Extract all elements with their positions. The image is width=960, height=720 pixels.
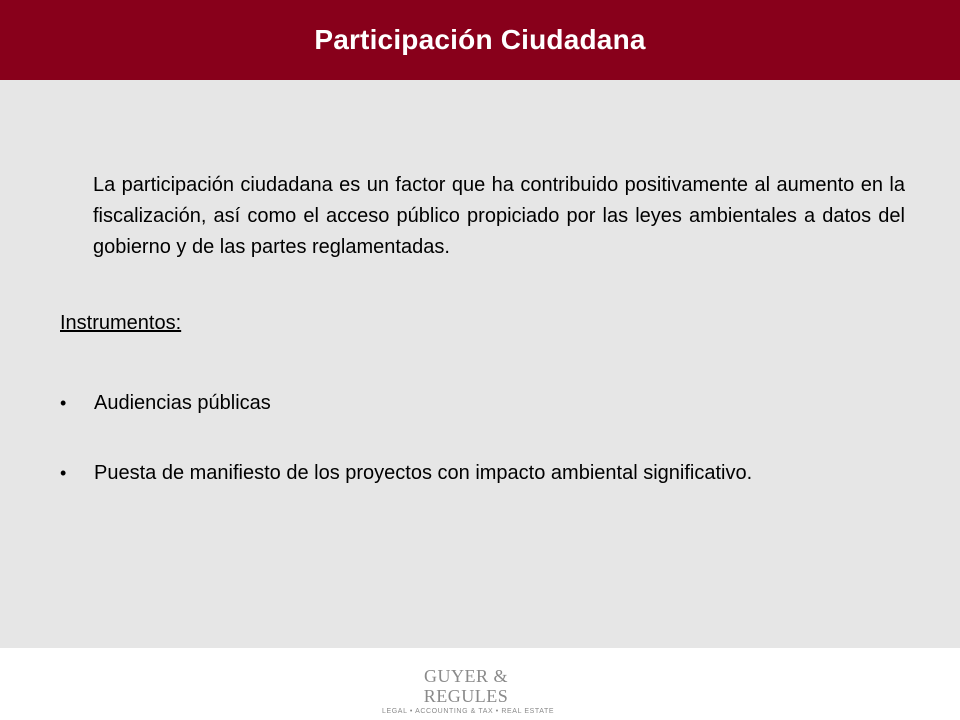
bullet-icon: •	[60, 463, 67, 483]
list-item-text: Audiencias públicas	[94, 392, 271, 414]
title-bar	[0, 0, 960, 80]
list-item	[60, 460, 752, 486]
bullet-icon: •	[60, 393, 67, 413]
footer	[0, 648, 960, 720]
instruments-list	[60, 390, 752, 530]
list-item	[60, 390, 752, 416]
logo-tagline: LEGAL • ACCOUNTING & TAX • REAL ESTATE	[382, 708, 555, 715]
company-logo	[382, 666, 555, 718]
list-item-text: Puesta de manifiesto de los proyectos con impacto ambiental significativo.	[94, 462, 753, 484]
slide-title: Participación Ciudadana	[314, 24, 646, 55]
logo-name: GUYER & REGULES	[423, 666, 509, 706]
instrumentos-heading: Instrumentos:	[60, 312, 182, 334]
slide-content	[0, 80, 960, 648]
intro-paragraph: La participación ciudadana es un factor que ha contribuido positivamente al aumento en la fiscalización, así como el acceso público propiciado por las leyes ambientales a datos del gobierno y de las partes reglamentadas.	[93, 174, 905, 258]
